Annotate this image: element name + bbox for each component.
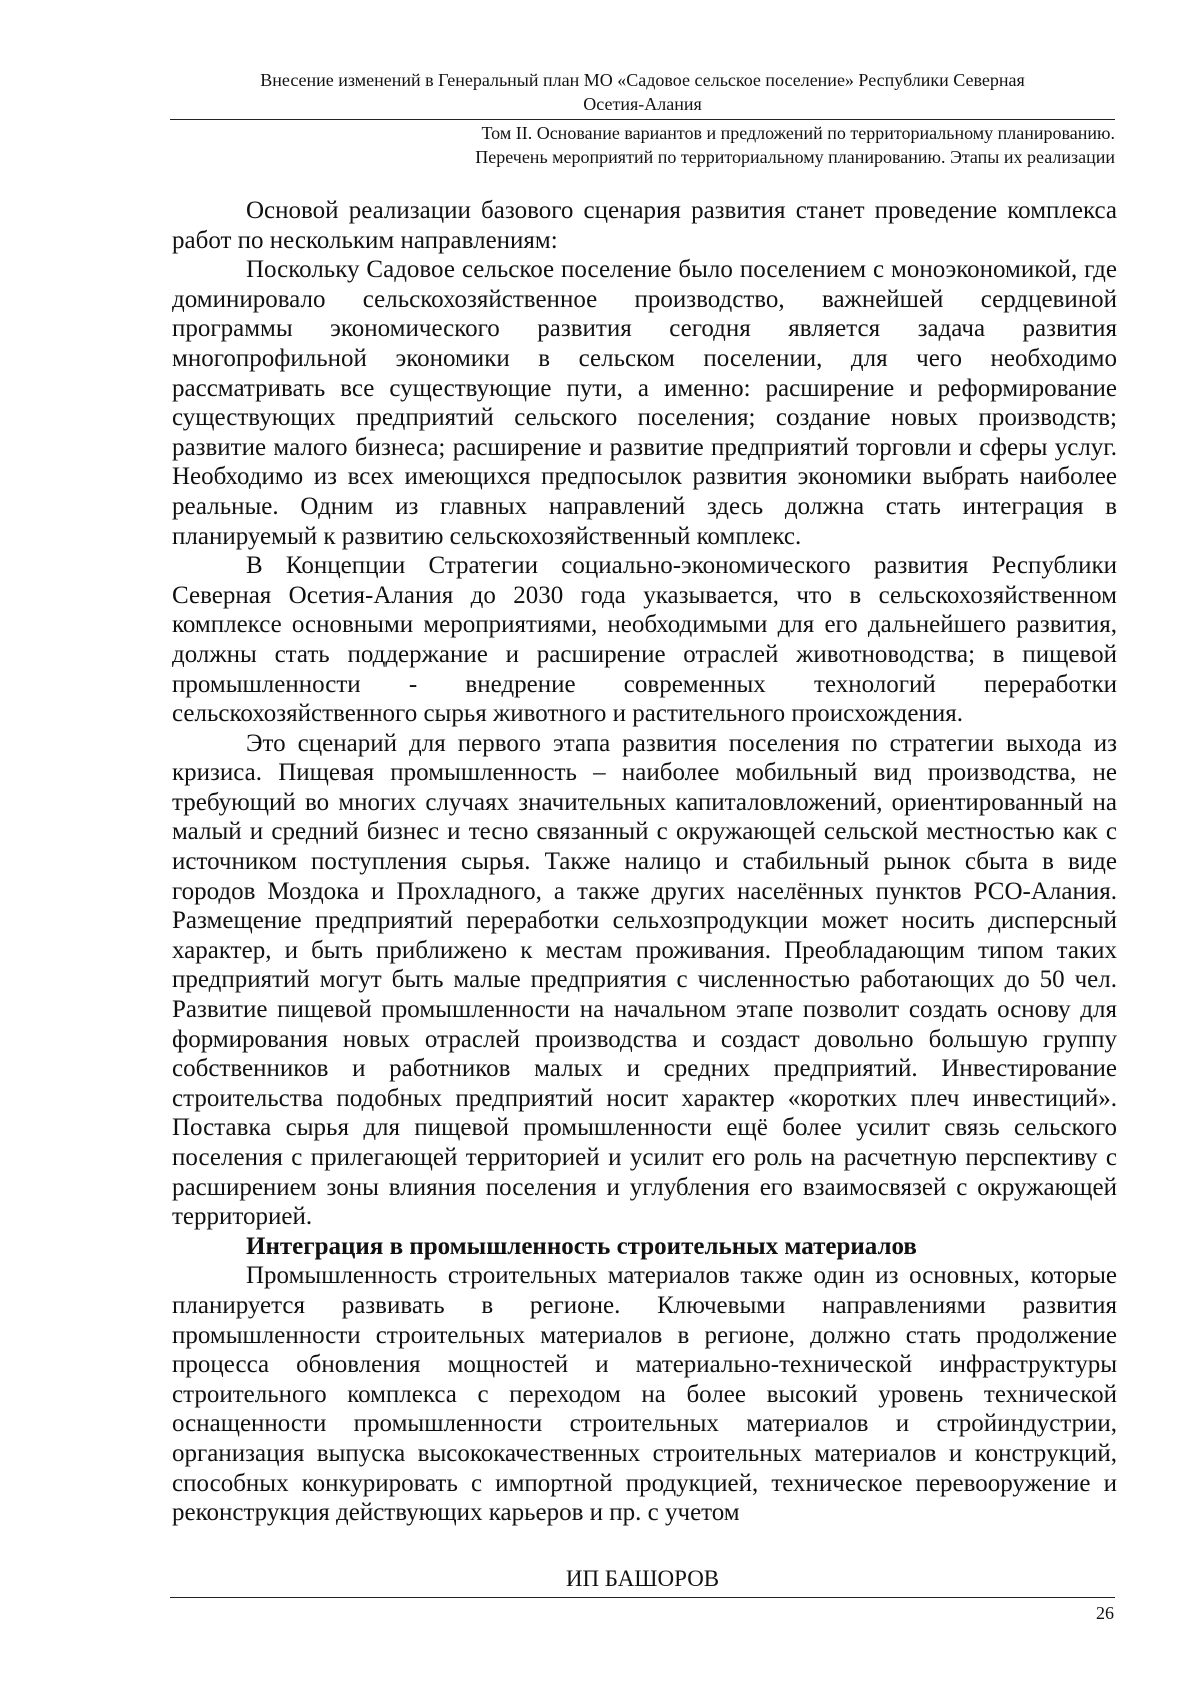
header-title-line-2: Осетия-Алания [583,94,702,114]
document-subheader [170,121,1115,169]
volume-title: Том II. Основание вариантов и предложений по территориальному планированию. [481,123,1115,143]
paragraph-intro: Основой реализации базового сценария развития станет проведение комплекса работ по нескольким направлениям: [172,197,1117,254]
section-heading: Интеграция в промышленность строительных материалов [246,1232,917,1260]
footer-divider [170,1597,1115,1598]
paragraph-food-industry: Это сценарий для первого этапа развития поселения по стратегии выхода из кризиса. Пищевая промышленность – наиболее мобильный вид производства, не требующий во многих случаях значительных капиталовложений, ориентированный на малый и средний бизнес и тесно связанный с окружающей сельской местностью как с источником поступления сырья. Также налицо и стабильный рынок сбыта в виде городов Моздока и Прохладного, а также других населённых пунктов РСО-Алания. Размещение предприятий переработки сельхозпродукции может носить дисперсный характер, и быть приближено к местам проживания. Преобладающим типом таких предприятий могут быть малые предприятия с численностью работающих до 50 чел. Развитие пищевой промышленности на начальном этапе позволит создать основу для формирования новых отраслей производства и создаст довольно большую группу собственников и работников малых и средних предприятий. Инвестирование строительства подобных предприятий носит характер «коротких плеч инвестиций». Поставка сырья для пищевой промышленности ещё более усилит связь сельского поселения с прилегающей территорией и усилит его роль на расчетную перспективу с расширением зоны влияния поселения и углубления его взаимосвязей с окружающей территорией. [172,729,1117,1231]
document-header [170,68,1115,116]
footer-company-name: ИП БАШОРОВ [565,1566,720,1591]
document-body [172,196,1117,1528]
paragraph-strategy-concept: В Концепции Стратегии социально-экономического развития Республики Северная Осетия-Алания до 2030 года указывается, что в сельскохозяйственном комплексе основными мероприятиями, необходимыми для его дальнейшего развития, должны стать поддержание и расширение отраслей животноводства; в пищевой промышленности - внедрение современных технологий переработки сельскохозяйственного сырья животного и растительного происхождения. [172,552,1117,728]
page-number: 26 [1096,1603,1114,1623]
paragraph-monoeconomy: Поскольку Садовое сельское поселение было поселением с моноэкономикой, где доминировало сельскохозяйственное производство, важнейшей сердцевиной программы экономического развития сегодня является задача развития многопрофильной экономики в сельском поселении, для чего необходимо рассматривать все существующие пути, а именно: расширение и реформирование существующих предприятий сельского поселения; создание новых производств; развитие малого бизнеса; расширение и развитие предприятий торговли и сферы услуг. Необходимо из всех имеющихся предпосылок развития экономики выбрать наиболее реальные. Одним из главных направлений здесь должна стать интеграция в планируемый к развитию сельскохозяйственный комплекс. [172,256,1117,550]
header-title-line-1: Внесение изменений в Генеральный план МО «Садовое сельское поселение» Республики Северная [260,70,1025,90]
paragraph-building-materials: Промышленность строительных материалов также один из основных, которые планируется развивать в регионе. Ключевыми направлениями развития промышленности строительных материалов в регионе, должно стать продолжение процесса обновления мощностей и материально-технической инфраструктуры строительного комплекса с переходом на более высокий уровень технической оснащенности промышленности строительных материалов и стройиндустрии, организация выпуска высококачественных строительных материалов и конструкций, способных конкурировать с импортной продукцией, техническое перевооружение и реконструкция действующих карьеров и пр. с учетом [172,1262,1117,1527]
header-divider [170,119,1115,120]
volume-subtitle: Перечень мероприятий по территориальному планированию. Этапы их реализации [475,147,1115,167]
